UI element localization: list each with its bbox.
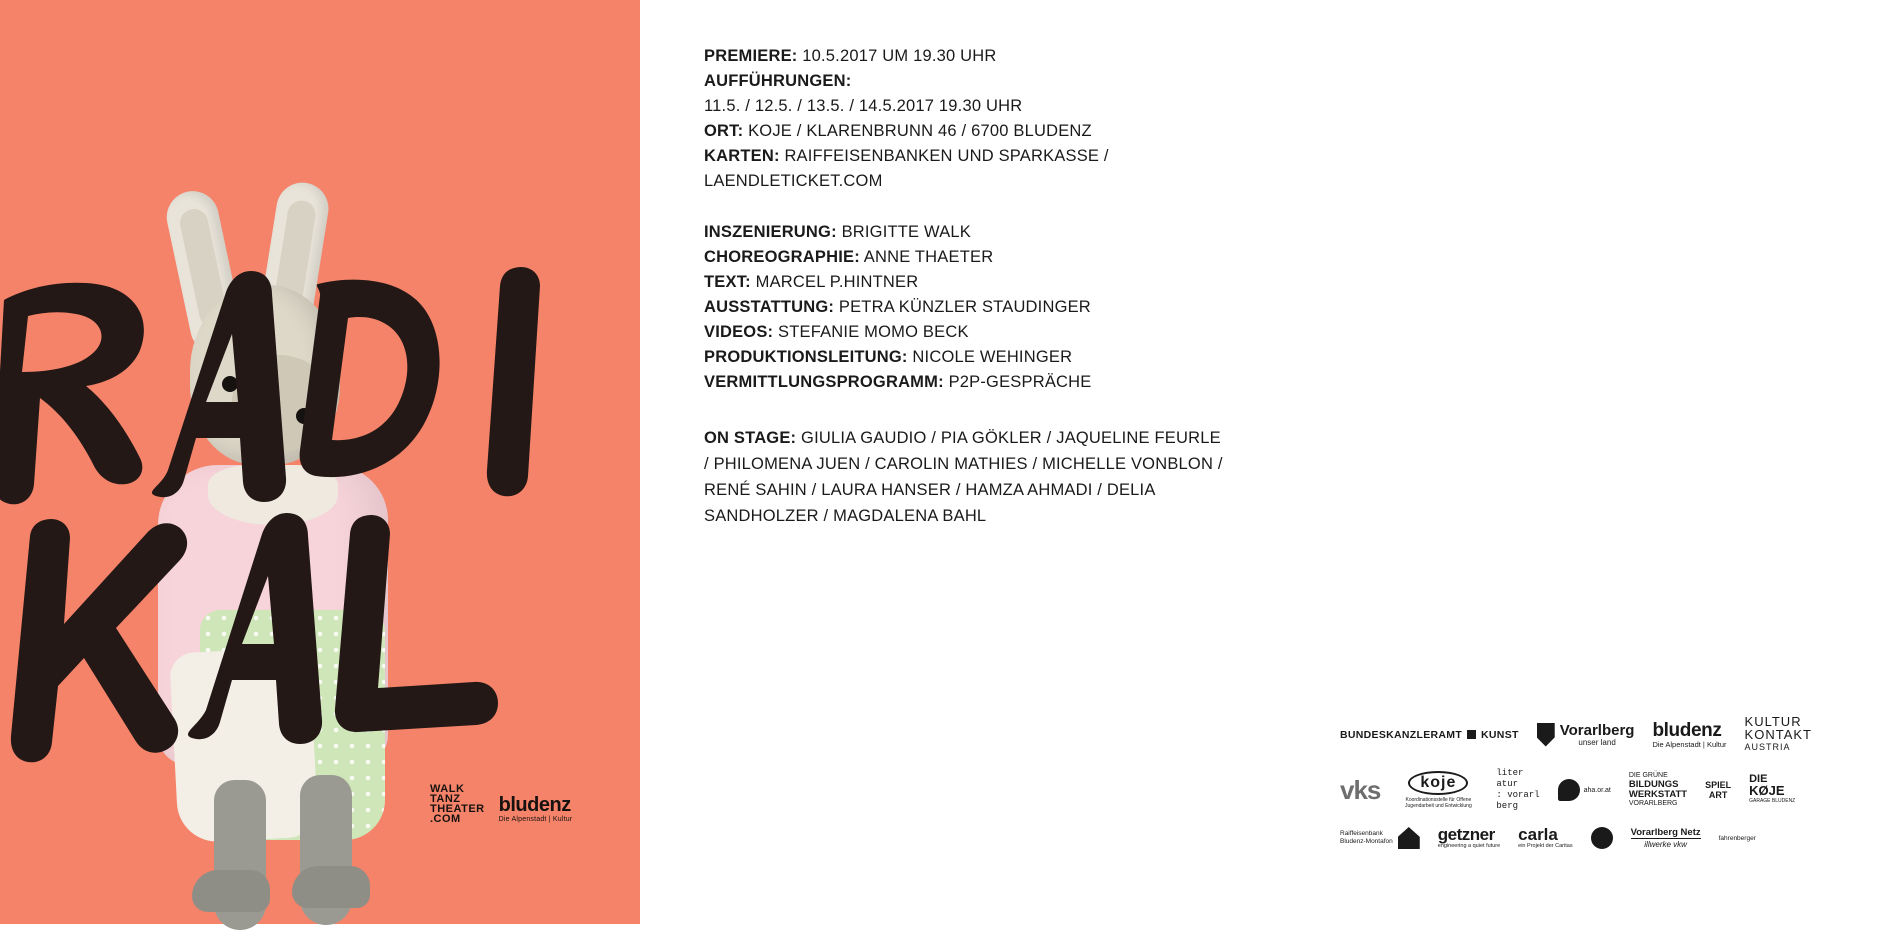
bludenz-logo-subtitle: Die Alpenstadt | Kultur [498,816,573,823]
puppet-foot-left [192,870,270,912]
puppet-foot-right [292,866,370,908]
sponsor-logo-bar [1340,715,1880,864]
credit-row [704,345,1224,370]
bw-line3: WERKSTATT [1628,789,1688,800]
carla-logo [1518,826,1572,850]
credit-name: NICOLE WEHINGER [907,348,1073,366]
performances-label: AUFFÜHRUNGEN: [704,72,852,90]
credit-name: P2P-GESPRÄCHE [943,373,1092,391]
credit-name: ANNE THAETER [859,248,994,266]
vnetz-name: Vorarlberg Netz [1630,826,1701,838]
raiffeisen-line1: Raiffeisenbank [1340,830,1383,837]
fahrenberger-logo [1719,835,1756,842]
credit-name: STEFANIE MOMO BECK [773,323,969,341]
premiere-value: 10.5.2017 UM 19.30 UHR [797,47,997,65]
credit-row [704,295,1224,320]
bw-line2: BILDUNGS [1628,779,1679,790]
aha-logo [1558,779,1611,801]
kulturkontakt-line3: AUSTRIA [1744,742,1791,752]
literatur-line4: berg [1496,801,1518,811]
tickets-url: LAENDLETICKET.COM [704,172,883,190]
sponsor-logo-row-2 [1340,768,1880,812]
credit-row [704,245,1224,270]
die-koje-line2: KØJE [1749,782,1785,798]
performances-dates: 11.5. / 12.5. / 13.5. / 14.5.2017 19.30 UHR [704,97,1023,115]
getzner-name: getzner [1437,825,1495,844]
schedule-block [704,44,1224,194]
spielart-line2: ART [1708,790,1728,800]
bw-line1: DIE GRÜNE [1628,772,1668,779]
credit-name: MARCEL P.HINTNER [750,273,919,291]
puppet-eye-left [222,376,238,392]
literatur-vorarlberg-logo [1496,768,1539,812]
crest-icon [1537,723,1555,747]
bw-line4: VORARLBERG [1628,800,1678,807]
bludenz-sponsor-name: bludenz [1652,719,1722,741]
sponsor-logo-row-1 [1340,715,1880,754]
left-logo-group [430,784,572,824]
bludenz-sponsor-logo [1652,721,1726,749]
bludenz-sponsor-subtitle: Die Alpenstadt | Kultur [1652,739,1727,749]
die-koje-logo [1749,774,1795,807]
literatur-line1: liter [1496,768,1524,778]
getzner-logo [1438,826,1500,850]
spielart-line1: SPIEL [1705,780,1732,790]
credit-role: TEXT: [704,273,751,291]
square-icon [1467,730,1476,739]
walk-logo-line2: TANZ [430,793,461,805]
venue-value: KOJE / KLARENBRUNN 46 / 6700 BLUDENZ [743,122,1092,140]
walk-logo-line1: WALK [430,783,465,795]
poster-info-panel [640,0,1812,924]
walk-logo-line3: THEATER [430,803,485,815]
spielart-logo [1705,780,1731,800]
credit-role: AUSSTATTUNG: [704,298,835,316]
tickets-value: RAIFFEISENBANKEN UND SPARKASSE / [779,147,1109,165]
performances-label-line [704,69,1224,94]
koje-caption: Koordinationsstelle für Offene Jugendarbeit und Entwicklung [1405,797,1472,809]
rabbit-puppet-illustration [150,180,440,880]
dot-logo-icon [1591,827,1613,849]
gable-cross-icon [1398,827,1420,849]
credit-name: BRIGITTE WALK [836,223,971,241]
sponsor-logo-row-3 [1340,826,1880,850]
vnetz-subtitle: illwerke vkw [1631,838,1701,850]
credit-role: VIDEOS: [704,323,774,341]
getzner-slogan: engineering a quiet future [1437,843,1501,849]
credit-row [704,220,1224,245]
credit-role: INSZENIERUNG: [704,223,837,241]
vorarlberg-netz-logo [1631,827,1701,850]
credit-role: PRODUKTIONSLEITUNG: [704,348,908,366]
kulturkontakt-line1: KULTUR [1744,714,1802,729]
credit-row [704,270,1224,295]
puppet-eye-right [296,408,312,424]
raiffeisenbank-logo [1340,827,1420,849]
bundeskanzleramt-kunst-logo [1340,729,1519,741]
vks-logo: vks [1340,774,1381,805]
vorarlberg-text: Vorarlberg [1559,721,1635,739]
literatur-line2: atur [1496,779,1518,789]
tickets-line [704,144,1224,169]
onstage-block [704,425,1224,529]
credit-row [704,320,1224,345]
vorarlberg-subtext: unser land [1578,737,1616,747]
die-koje-line3: GARAGE BLUDENZ [1749,797,1796,804]
credit-row [704,370,1224,395]
raiffeisen-line2: Bludenz-Montafon [1340,838,1393,845]
carla-name: carla [1518,825,1558,844]
tickets-label: KARTEN: [704,147,780,165]
credit-name: PETRA KÜNZLER STAUDINGER [834,298,1091,316]
onstage-names: GIULIA GAUDIO / PIA GÖKLER / JAQUELINE FEURLE / PHILOMENA JUEN / CAROLIN MATHIES / MICHELLE VONBLON / RENÉ SAHIN / LAURA HANSER / HAMZA AHMADI / DELIA SANDHOLZER / MAGDALENA BAHL [704,429,1223,525]
aha-url: aha.or.at [1583,786,1611,794]
poster-image-panel [0,0,640,924]
fahrenberger-name: fahrenberger [1718,834,1756,842]
gruene-bildungswerkstatt-logo [1629,772,1687,808]
premiere-label: PREMIERE: [704,47,798,65]
onstage-label: ON STAGE: [704,429,797,447]
aha-blob-icon [1558,779,1580,801]
venue-label: ORT: [704,122,744,140]
walk-logo-line4: .COM [430,813,461,825]
bludenz-logo [499,795,573,824]
vorarlberg-logo [1537,723,1635,747]
bludenz-logo-name: bludenz [498,794,571,816]
venue-line [704,119,1224,144]
puppet-collar [208,465,338,525]
credit-role: CHOREOGRAPHIE: [704,248,860,266]
credit-role: VERMITTLUNGSPROGRAMM: [704,373,944,391]
koje-logo [1398,771,1478,809]
koje-name: koje [1408,771,1468,795]
kulturkontakt-line2: KONTAKT [1744,727,1812,742]
credits-block [704,220,1224,395]
info-text-block [704,44,1224,555]
bundeskanzleramt-text: BUNDESKANZLERAMT [1340,728,1463,741]
premiere-line [704,44,1224,69]
die-koje-line1: DIE [1749,772,1768,785]
carla-subtitle: ein Projekt der Caritas [1518,843,1573,849]
kulturkontakt-austria-logo [1745,715,1812,754]
walktanztheater-logo [430,784,485,824]
literatur-line3: : vorarl [1496,790,1540,800]
kunst-text: KUNST [1481,728,1519,741]
